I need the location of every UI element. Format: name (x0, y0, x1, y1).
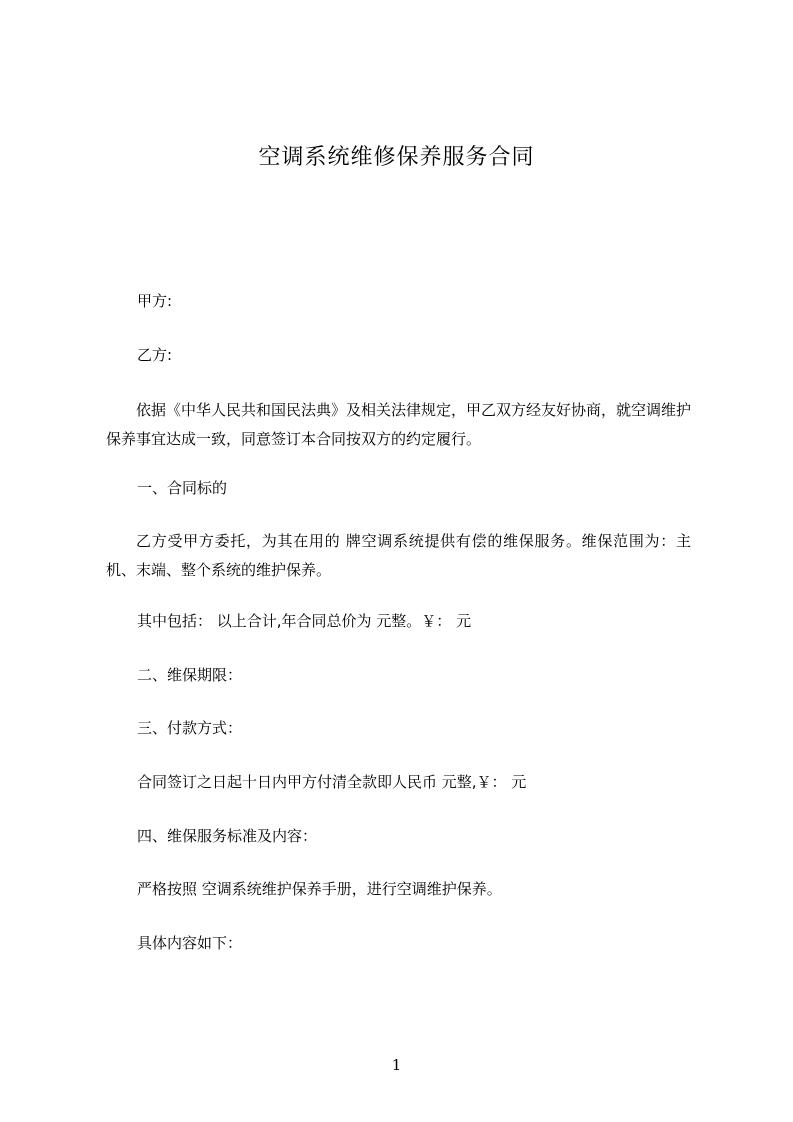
section-3-heading: 三、付款方式： (137, 719, 243, 737)
section-1-paragraph: 乙方受甲方委托，为其在用的 牌空调系统提供有偿的维保服务。维保范围为：主机、末端、整个系统的维护保养。 (106, 532, 691, 579)
section-1-total: 其中包括： 以上合计,年合同总价为 元整。￥： 元 (137, 612, 472, 630)
page-number: 1 (391, 1056, 402, 1074)
section-4-heading: 四、维保服务标准及内容： (137, 827, 318, 845)
party-b-label: 乙方: (137, 346, 173, 364)
party-a-label: 甲方: (137, 292, 173, 310)
section-1-heading: 一、合同标的 (137, 479, 228, 497)
section-4-paragraph: 严格按照 空调系统维护保养手册，进行空调维护保养。 (137, 880, 502, 898)
intro-paragraph: 依据《中华人民共和国民法典》及相关法律规定，甲乙双方经友好协商，就空调维护保养事宜达成一致，同意签订本合同按双方的约定履行。 (106, 401, 692, 448)
section-3-paragraph: 合同签订之日起十日内甲方付清全款即人民币 元整,￥： 元 (137, 773, 527, 791)
document-title: 空调系统维修保养服务合同 (258, 145, 535, 170)
section-2-heading: 二、维保期限： (137, 666, 243, 684)
section-4-details: 具体内容如下： (137, 934, 243, 952)
